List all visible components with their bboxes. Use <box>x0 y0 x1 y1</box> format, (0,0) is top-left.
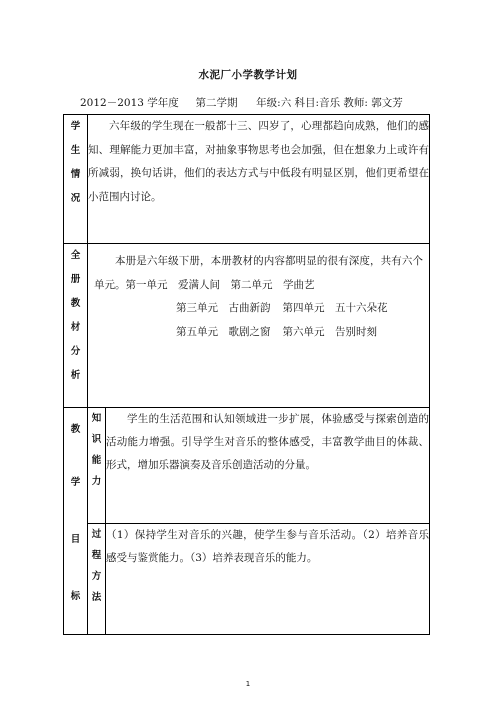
unit-line-1: 第三单元 古曲新韵 第四单元 五十六朵花 <box>176 302 388 314</box>
row-goals-process <box>64 524 430 635</box>
row-student-situation <box>64 115 430 244</box>
label-process-method: 过 程 方 法 <box>88 524 106 635</box>
teaching-plan-table <box>63 114 430 635</box>
unit-list <box>88 297 429 344</box>
unit-line-2: 第五单元 歌剧之窗 第六单元 告别时刻 <box>176 325 377 338</box>
row-textbook-analysis <box>64 244 430 408</box>
document-subtitle <box>80 95 403 110</box>
knowledge-ability-text: 学生的生活范围和认知领域进一步扩展，体验感受与探索创造的活动能力增强。引导学生对音乐的整体感受，丰富教学曲目的体裁、形式，增加乐器演奏及音乐创造活动的分量。 <box>106 408 430 524</box>
grade-subject-teacher: 年级:六 科目:音乐 教师: 郭文芳 <box>256 97 403 109</box>
page-number: 1 <box>245 680 251 688</box>
row-goals-knowledge <box>64 408 430 524</box>
textbook-analysis-intro: 本册是六年级下册，本册教材的内容都明显的很有深度，共有六个单元。第一单元 爱满人间 第二单元 学曲艺 <box>94 255 423 291</box>
label-textbook-analysis: 全 册 教 材 分 析 <box>64 244 88 408</box>
label-teaching-goals: 教 学 目 标 <box>64 408 88 635</box>
process-method-text: （1）保持学生对音乐的兴趣，使学生参与音乐活动。（2）培养音乐感受与鉴赏能力。（3）培养表现音乐的能力。 <box>106 524 430 635</box>
label-knowledge-ability: 知 识 能 力 <box>88 408 106 524</box>
school-year: 2012－2013 学年度 <box>80 97 179 109</box>
document-title: 水泥厂小学教学计划 <box>198 69 298 81</box>
student-situation-text: 六年级的学生现在一般都十三、四岁了，心理都趋向成熟，他们的感知、理解能力更加丰富，对抽象事物思考也会加强，但在想象力上或许有所减弱，换句话讲，他们的表达方式与中低段有明显区别，他们更希望在小范围内讨论。 <box>88 115 430 244</box>
label-student-situation: 学 生 情 况 <box>64 115 88 244</box>
semester: 第二学期 <box>195 97 238 109</box>
textbook-analysis-content <box>88 244 430 408</box>
